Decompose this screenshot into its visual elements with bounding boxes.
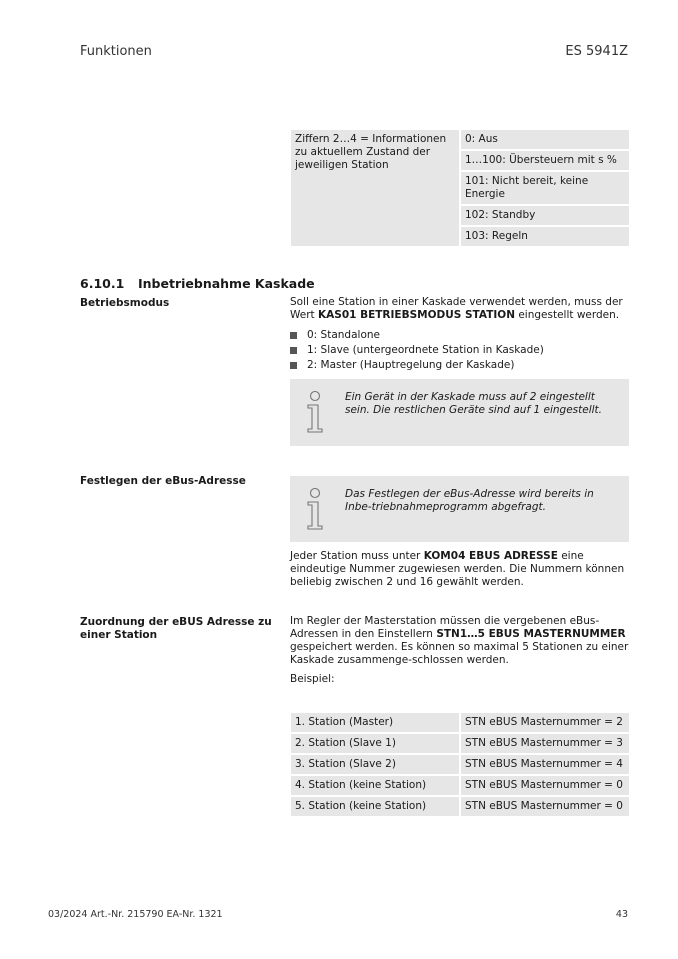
note-text: Ein Gerät in der Kaskade muss auf 2 eingestellt sein. Die restlichen Geräte sind auf 1 eingestellt. [345, 391, 602, 416]
info-note [290, 476, 629, 542]
info-icon [304, 391, 326, 433]
zuordnung-label: Zuordnung der eBUS Adresse zu einer Station [80, 616, 272, 641]
example-label: Beispiel: [290, 673, 335, 685]
status-value: 103: Regeln [461, 227, 629, 246]
info-note [290, 379, 629, 446]
zuordnung-text: Im Regler der Masterstation müssen die vergebenen eBus-Adressen in den Einstellern STN1…5 EBUS MASTERNUMMER gespeichert werden. Es können so maximal 5 Stationen zu einer Kaskade zusammenge-schlossen werden. [290, 615, 629, 666]
list-item: 1: Slave (untergeordnete Station in Kaskade) [290, 343, 544, 358]
section-number: 6.10.1 [80, 276, 125, 291]
value-cell: STN eBUS Masternummer = 0 [461, 776, 629, 795]
station-cell: 5. Station (keine Station) [291, 797, 459, 816]
station-cell: 2. Station (Slave 1) [291, 734, 459, 753]
ebus-label: Festlegen der eBus-Adresse [80, 475, 246, 487]
status-table [289, 128, 631, 248]
header-model: ES 5941Z [565, 44, 628, 59]
list-item: 2: Master (Hauptregelung der Kaskade) [290, 358, 544, 373]
value-cell: STN eBUS Masternummer = 2 [461, 713, 629, 732]
note-text: Das Festlegen der eBus-Adresse wird bereits in Inbe-triebnahmeprogramm abgefragt. [345, 488, 594, 513]
status-table-label: Ziffern 2…4 = Informationen zu aktuellem Zustand der jeweiligen Station [291, 130, 459, 246]
footer-info: 03/2024 Art.-Nr. 215790 EA-Nr. 1321 [48, 909, 223, 920]
list-item: 0: Standalone [290, 328, 544, 343]
table-row [291, 755, 629, 774]
betriebsmodus-text: Soll eine Station in einer Kaskade verwendet werden, muss der Wert KAS01 BETRIEBSMODUS STATION eingestellt werden. [290, 296, 623, 321]
betriebsmodus-options [290, 328, 544, 373]
status-value: 0: Aus [461, 130, 629, 149]
table-row [291, 797, 629, 816]
table-row [291, 734, 629, 753]
station-cell: 4. Station (keine Station) [291, 776, 459, 795]
ebus-text: Jeder Station muss unter KOM04 EBUS ADRESSE eine eindeutige Nummer zugewiesen werden. Die Nummern können beliebig zwischen 2 und 16 gewählt werden. [290, 550, 625, 588]
info-icon [304, 488, 326, 530]
status-value: 101: Nicht bereit, keine Energie [461, 172, 629, 204]
value-cell: STN eBUS Masternummer = 3 [461, 734, 629, 753]
station-table [289, 711, 631, 818]
section-title: Inbetriebnahme Kaskade [138, 276, 315, 291]
table-row [291, 776, 629, 795]
station-cell: 1. Station (Master) [291, 713, 459, 732]
status-value: 102: Standby [461, 206, 629, 225]
header-chapter: Funktionen [80, 44, 152, 59]
page-number: 43 [615, 909, 628, 920]
table-row [291, 713, 629, 732]
value-cell: STN eBUS Masternummer = 4 [461, 755, 629, 774]
betriebsmodus-label: Betriebsmodus [80, 297, 170, 309]
station-cell: 3. Station (Slave 2) [291, 755, 459, 774]
value-cell: STN eBUS Masternummer = 0 [461, 797, 629, 816]
status-value: 1…100: Übersteuern mit s % [461, 151, 629, 170]
